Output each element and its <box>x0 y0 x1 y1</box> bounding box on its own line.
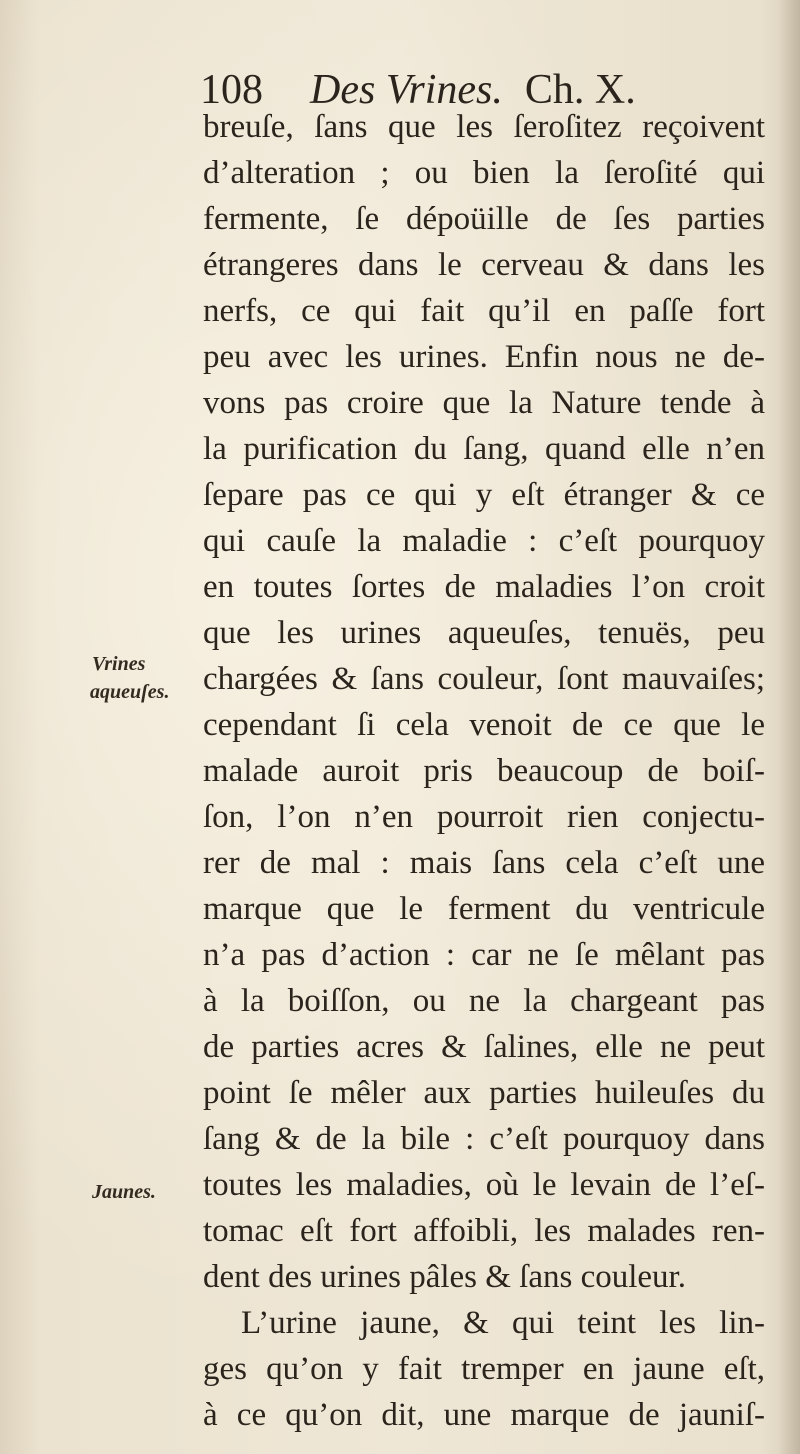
text-line: vons pas croire que la Nature tende à <box>203 385 765 421</box>
text-line: que les urines aqueuſes, tenuës, peu <box>203 615 765 651</box>
margin-note-vrines: Vrines <box>92 653 146 675</box>
text-line-paragraph-end: dent des urines pâles & ſans couleur. <box>203 1259 686 1295</box>
text-line: marque que le ferment du ventricule <box>203 891 765 927</box>
page-edge-shadow <box>778 0 800 1454</box>
text-line: cependant ſi cela venoit de ce que le <box>203 707 765 743</box>
page-number: 108 <box>200 67 263 113</box>
text-line: ſon, l’on n’en pourroit rien conjectu- <box>203 799 765 835</box>
text-line: nerfs, ce qui fait qu’il en paſſe fort <box>203 293 765 329</box>
chapter-label: Ch. X. <box>524 67 636 113</box>
text-line-paragraph-start: L’urine jaune, & qui teint les lin- <box>241 1305 765 1341</box>
body-text <box>203 104 765 1438</box>
text-line: de parties acres & ſalines, elle ne peut <box>203 1029 765 1065</box>
text-line: ſepare pas ce qui y eſt étranger & ce <box>203 477 765 513</box>
text-line: à ce qu’on dit, une marque de jauniſ- <box>203 1397 765 1433</box>
margin-note-jaunes: Jaunes. <box>92 1181 156 1203</box>
text-line: tomac eſt fort affoibli, les malades ren- <box>203 1213 765 1249</box>
text-line: toutes les maladies, où le levain de l’eſ- <box>203 1167 765 1203</box>
text-line: en toutes ſortes de maladies l’on croit <box>203 569 765 605</box>
margin-note-aqueuses: aqueuſes. <box>90 681 170 703</box>
text-line: la purification du ſang, quand elle n’en <box>203 431 765 467</box>
text-line: ges qu’on y fait tremper en jaune eſt, <box>203 1351 765 1387</box>
text-line: peu avec les urines. Enfin nous ne de- <box>203 339 765 375</box>
text-line: point ſe mêler aux parties huileuſes du <box>203 1075 765 1111</box>
text-line: malade auroit pris beaucoup de boiſ- <box>203 753 765 789</box>
text-line: n’a pas d’action : car ne ſe mêlant pas <box>203 937 765 973</box>
text-line: fermente, ſe dépoüille de ſes parties <box>203 201 765 237</box>
text-line: ſang & de la bile : c’eſt pourquoy dans <box>203 1121 765 1157</box>
text-line: à la boiſſon, ou ne la chargeant pas <box>203 983 765 1019</box>
text-line: chargées & ſans couleur, ſont mauvaiſes; <box>203 661 765 697</box>
text-line: étrangeres dans le cerveau & dans les <box>203 247 765 283</box>
running-title: Des Vrines. <box>310 67 503 113</box>
text-line: qui cauſe la maladie : c’eſt pourquoy <box>203 523 765 559</box>
text-line: breuſe, ſans que les ſeroſitez reçoivent <box>203 109 765 145</box>
text-line: d’alteration ; ou bien la ſeroſité qui <box>203 155 765 191</box>
text-line: rer de mal : mais ſans cela c’eſt une <box>203 845 765 881</box>
